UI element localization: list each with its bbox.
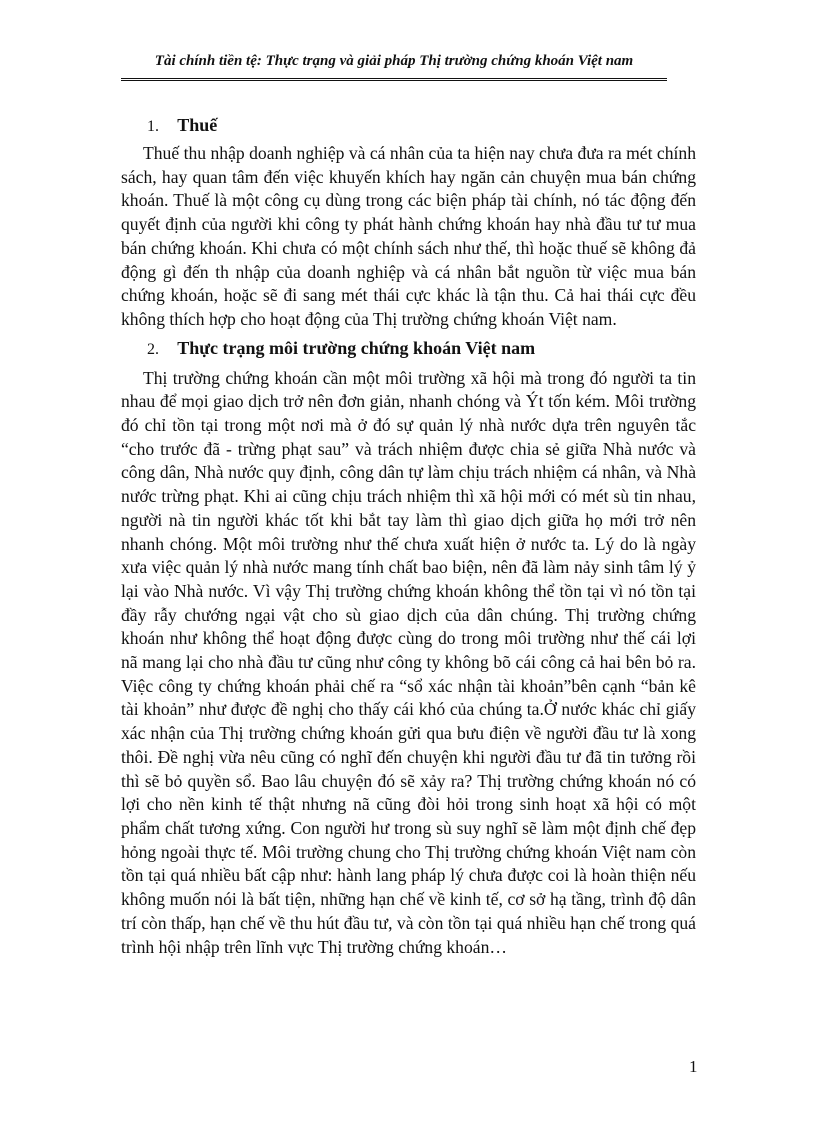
section-1-number: 1. xyxy=(147,118,159,135)
running-header xyxy=(121,50,667,81)
section-1-title: Thuế xyxy=(177,115,218,135)
section-2-heading xyxy=(121,335,696,363)
section-2-title: Thực trạng môi trường chứng khoán Việt nam xyxy=(177,337,536,358)
document-body xyxy=(121,112,696,959)
page-number: 1 xyxy=(689,1057,698,1076)
section-1-heading xyxy=(121,112,696,140)
section-2-number: 2. xyxy=(147,340,159,358)
section-2-paragraph: Thị trường chứng khoán cần một môi trường xã hội mà trong đó người ta tin nhau để mọi giao dịch trở nên đơn giản, nhanh chóng và Ýt tốn kém. Môi trường đó chỉ tồn tại trong một nơi mà ở đó sự quản lý nhà nước dựa trên nguyên tắc “cho trước đã - trừng phạt sau” và trách nhiệm được chia sẻ giữa Nhà nước và công dân, Nhà nước quy định, công dân tự làm chịu trách nhiệm cá nhân, và Nhà nước trừng phạt. Khi ai cũng chịu trách nhiệm thì xã hội mới có mét sù tin nhau, người nà tin người khác tốt khi bắt tay làm thì giao dịch giữa họ mới trở nên nhanh chóng. Một môi trường như thế chưa xuất hiện ở nước ta. Lý do là ngày xưa việc quản lý nhà nước mang tính chất bao biện, nên đã làm nảy sinh tâm lý ỷ lại vào Nhà nước. Vì vậy Thị trường chứng khoán không thể tồn tại vì nó tồn tại đầy rẫy chướng ngại vật cho sù giao dịch của dân chúng. Thị trường chứng khoán như không thể hoạt động được cùng do trong môi trường như thế cái lợi nã mang lại cho nhà đầu tư cũng như công ty không bõ cái công cả hai bên bỏ ra. Việc công ty chứng khoán phải chế ra “sổ xác nhận tài khoản”bên cạnh “bản kê tài khoản” như được đề nghị cho thấy cái khó của chúng ta.Ở nước khác chỉ giấy xác nhận của Thị trường chứng khoán gửi qua bưu điện về người đầu tư là xong thôi. Đề nghị vừa nêu cũng có nghĩ đến chuyện khi người đầu tư đã tin tưởng rồi thì sẽ bỏ quyền sổ. Bao lâu chuyện đó sẽ xảy ra? Thị trường chứng khoán nó có lợi cho nền kinh tế thật nhưng nã cũng đòi hỏi trong sinh hoạt xã hội có một phẩm chất tương xứng. Con người hư trong sù suy nghĩ sẽ làm một định chế đẹp hỏng ngoài thực tế. Môi trường chung cho Thị trường chứng khoán Việt nam còn tồn tại quá nhiều bất cập như: hành lang pháp lý chưa được coi là hoàn thiện nếu không muốn nói là bất tiện, những hạn chế về kinh tế, cơ sở hạ tầng, trình độ dân trí còn thấp, hạn chế về thu hút đầu tư, và còn tồn tại quá nhiều hạn chế trong quá trình hội nhập trên lĩnh vực Thị trường chứng khoán… xyxy=(121,367,696,957)
header-title: Tài chính tiền tệ: Thực trạng và giải pháp Thị trường chứng khoán Việt nam xyxy=(154,53,634,69)
section-1-paragraph: Thuế thu nhập doanh nghiệp và cá nhân của ta hiện nay chưa đưa ra mét chính sách, hay quan tâm đến việc khuyến khích hay ngăn cản chuyện mua bán chứng khoán. Thuế là một công cụ dùng trong các biện pháp tài chính, nó tác động đến quyết định của người khi công ty phát hành chứng khoán hay nhà đầu tư tư mua bán chứng khoán. Khi chưa có một chính sách như thế, thì hoặc thuế sẽ không đả động gì đến th nhập của doanh nghiệp và cá nhân bắt nguồn từ việc mua bán chứng khoán, hoặc sẽ đi sang mét thái cực khác là tận thu. Cả hai thái cực đều không thích hợp cho hoạt động của Thị trường chứng khoán Việt nam. xyxy=(121,143,696,329)
